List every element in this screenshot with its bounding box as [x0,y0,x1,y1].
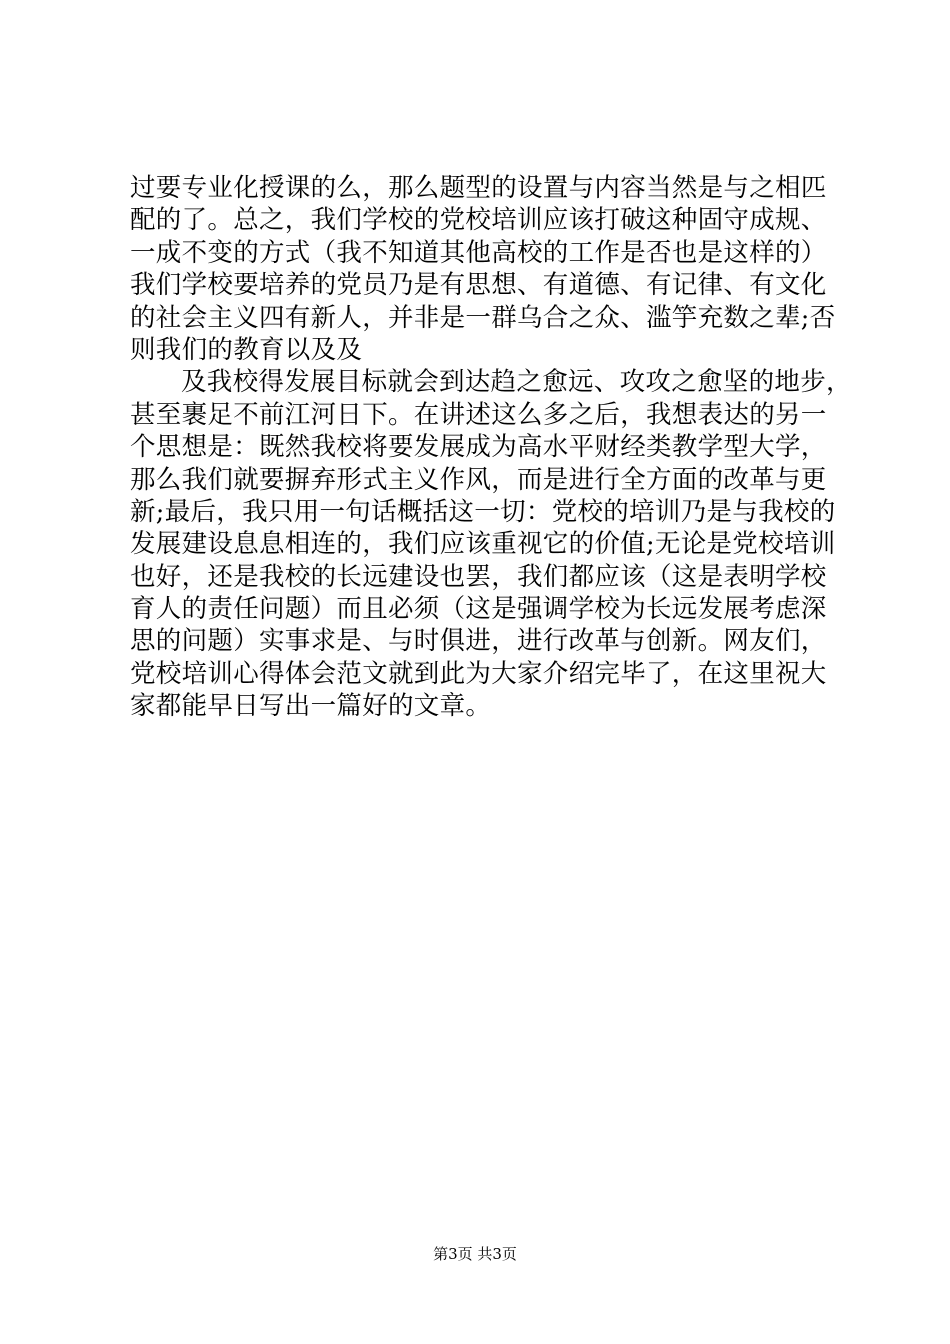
document-body [130,172,850,723]
text-line: 则我们的教育以及及 [130,334,363,365]
paragraph-start-line: 及我校得发展目标就会到达趋之愈远、攻攻之愈坚的地步， [181,367,852,398]
text-line: 甚至裹足不前江河日下。在讲述这么多之后，我想表达的另一 [130,399,827,430]
text-line: 一成不变的方式（我不知道其他高校的工作是否也是这样的） [130,237,827,268]
text-line: 个思想是：既然我校将要发展成为高水平财经类教学型大学， [130,432,827,463]
text-line: 发展建设息息相连的，我们应该重视它的价值;无论是党校培训 [130,529,836,560]
page-footer: 第3页 共3页 [433,1245,517,1263]
text-line: 育人的责任问题）而且必须（这是强调学校为长远发展考虑深 [130,594,827,625]
text-line: 的社会主义四有新人，并非是一群乌合之众、滥竽充数之辈;否 [130,302,836,333]
text-line: 过要专业化授课的么，那么题型的设置与内容当然是与之相匹 [130,173,827,203]
text-line: 那么我们就要摒弃形式主义作风，而是进行全方面的改革与更 [130,464,827,495]
text-line: 我们学校要培养的党员乃是有思想、有道德、有记律、有文化 [130,270,827,301]
text-line: 新;最后，我只用一句话概括这一切：党校的培训乃是与我校的 [130,496,836,527]
text-line: 配的了。总之，我们学校的党校培训应该打破这种固守成规、 [130,205,827,236]
text-line: 党校培训心得体会范文就到此为大家介绍完毕了，在这里祝大 [130,658,827,689]
text-line: 思的问题）实事求是、与时俱进，进行改革与创新。网友们， [130,626,827,657]
text-line: 家都能早日写出一篇好的文章。 [130,691,492,722]
text-line: 也好，还是我校的长远建设也罢，我们都应该（这是表明学校 [130,561,827,592]
